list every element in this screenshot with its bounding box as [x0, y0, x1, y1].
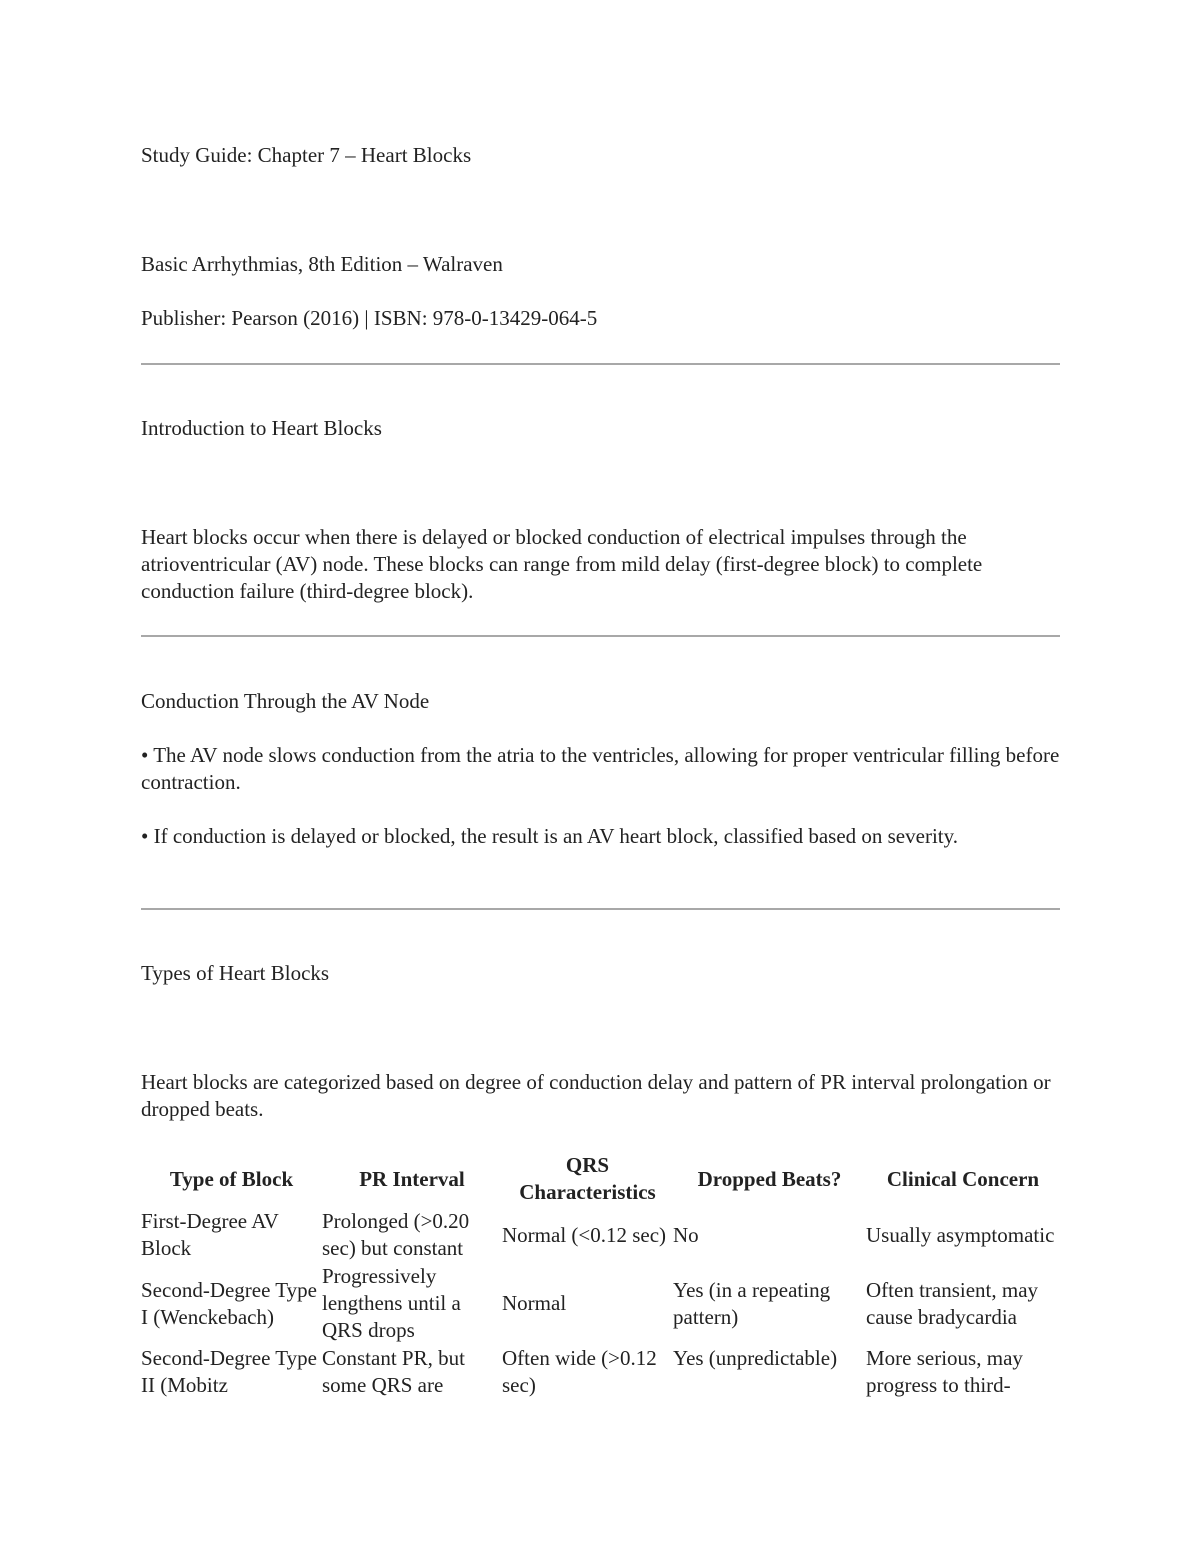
types-paragraph: Heart blocks are categorized based on degree of conduction delay and pattern of PR interval prolongation or dropped beats.: [141, 1070, 1051, 1121]
section-divider: [141, 363, 1060, 365]
heart-block-table: [141, 1152, 1060, 1400]
table-cell: Yes (unpredictable): [673, 1346, 838, 1370]
table-row: [141, 1263, 1060, 1345]
column-header: QRS Characteristics: [519, 1153, 656, 1204]
column-header: PR Interval: [359, 1166, 465, 1191]
table-header-row: [141, 1152, 1060, 1208]
table-cell: Second-Degree Type I (Wenckebach): [141, 1277, 317, 1329]
types-heading: Types of Heart Blocks: [141, 961, 330, 985]
intro-paragraph: Heart blocks occur when there is delayed or blocked conduction of electrical impulses through the atrioventricular (AV) node. These blocks can range from mild delay (first-degree block) to complete conduction failure (third-degree block).: [141, 525, 983, 603]
table-row: [141, 1345, 1060, 1400]
table-cell: Progressively lengthens until a QRS drops: [322, 1264, 461, 1342]
publisher-info: Publisher: Pearson (2016) | ISBN: 978-0-13429-064-5: [141, 306, 598, 330]
table-cell: Second-Degree Type II (Mobitz: [141, 1346, 317, 1397]
table-cell: Prolonged (>0.20 sec) but constant: [322, 1209, 470, 1260]
table-cell: Often transient, may cause bradycardia: [866, 1277, 1039, 1329]
intro-heading: Introduction to Heart Blocks: [141, 416, 382, 440]
table-cell: Yes (in a repeating pattern): [673, 1277, 831, 1329]
column-header: Type of Block: [169, 1166, 294, 1191]
table-cell: Normal (<0.12 sec): [502, 1222, 667, 1247]
table-cell: No: [673, 1222, 699, 1247]
column-header: Dropped Beats?: [697, 1166, 842, 1191]
conduction-heading: Conduction Through the AV Node: [141, 689, 430, 713]
table-cell: Usually asymptomatic: [866, 1222, 1055, 1247]
table-cell: Normal: [502, 1291, 567, 1315]
book-citation: Basic Arrhythmias, 8th Edition – Walraven: [141, 252, 503, 276]
conduction-bullet-1: • The AV node slows conduction from the atria to the ventricles, allowing for proper ventricular filling before contraction.: [141, 743, 1060, 794]
table-cell: First-Degree AV Block: [141, 1209, 279, 1260]
column-header: Clinical Concern: [886, 1166, 1040, 1191]
table-cell: Often wide (>0.12 sec): [502, 1346, 657, 1397]
conduction-bullet-2: • If conduction is delayed or blocked, the result is an AV heart block, classified based on severity.: [141, 824, 959, 848]
page-title: Study Guide: Chapter 7 – Heart Blocks: [141, 143, 472, 167]
section-divider: [141, 908, 1060, 910]
table-row: [141, 1208, 1060, 1263]
section-divider: [141, 635, 1060, 637]
table-cell: Constant PR, but some QRS are: [322, 1346, 465, 1397]
table-cell: More serious, may progress to third-: [866, 1346, 1023, 1397]
